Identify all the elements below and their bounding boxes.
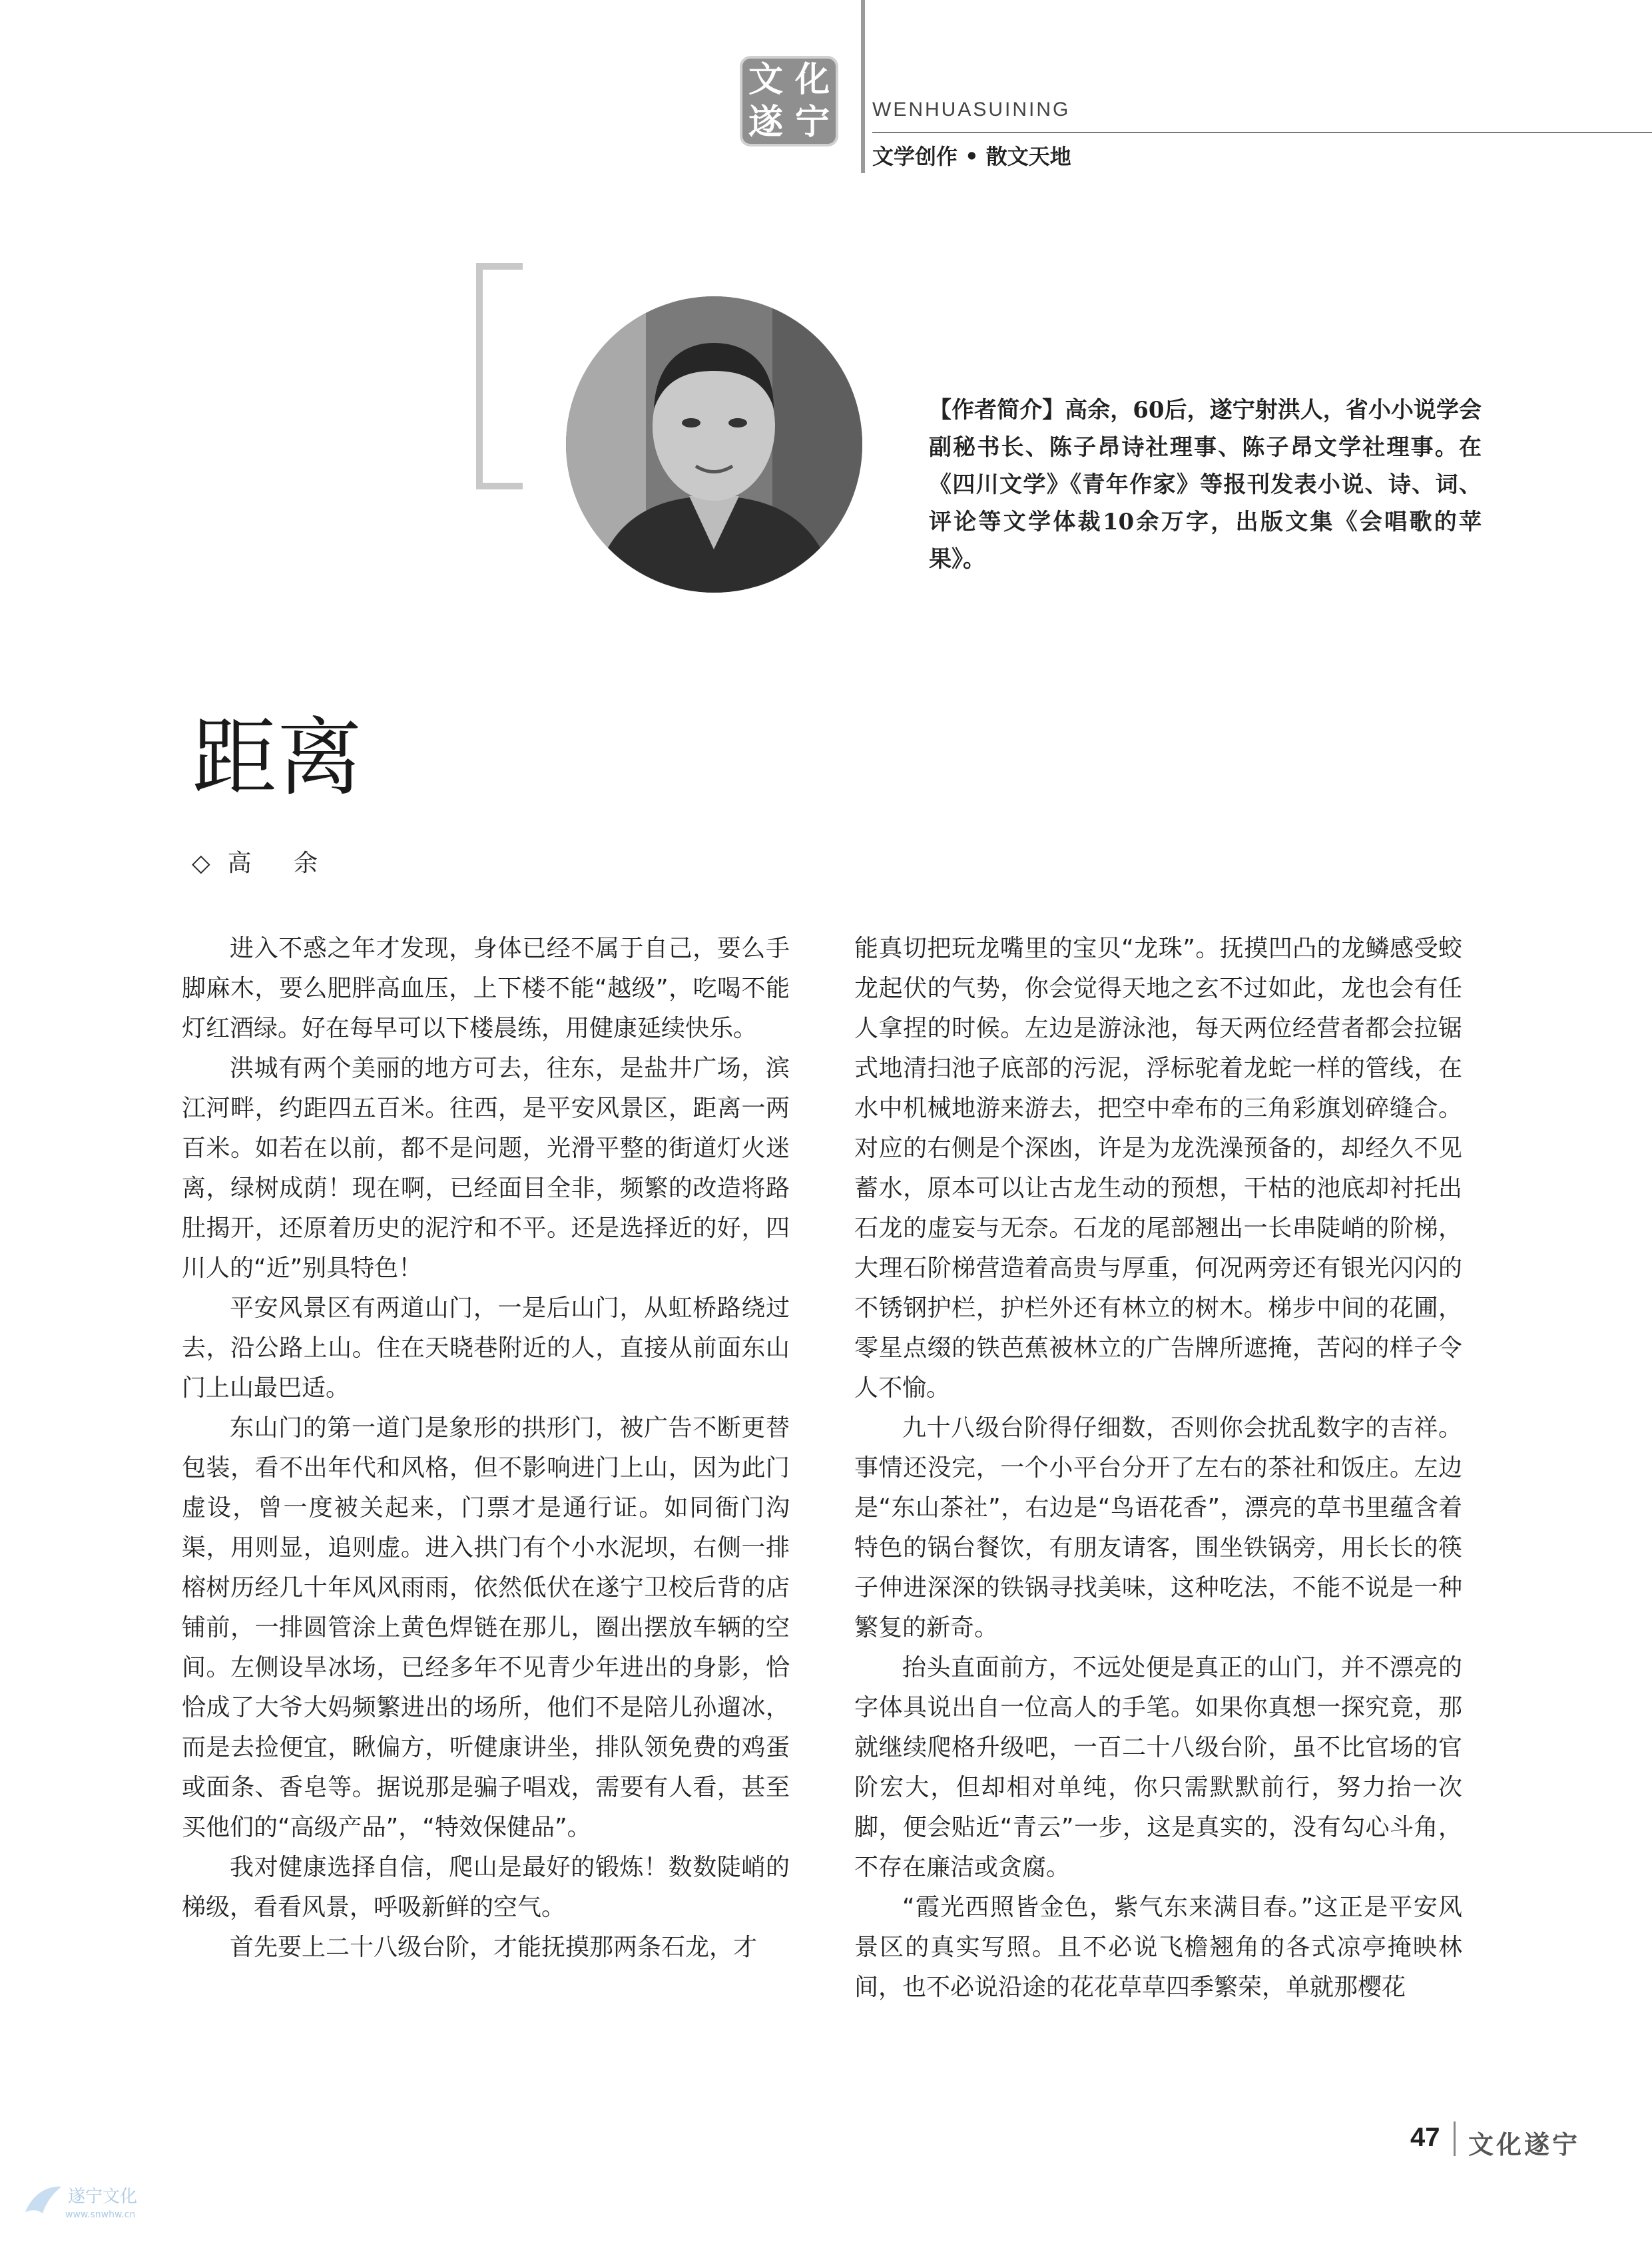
watermark-url: www.snwhw.cn bbox=[65, 2209, 136, 2220]
paragraph: 抬头直面前方，不远处便是真正的山门，并不漂亮的字体具说出自一位高人的手笔。如果你真想一探究竟，那就继续爬格升级吧，一百二十八级台阶，虽不比官场的官阶宏大，但却相对单纯，你只需默默前行，努力抬一次脚，便会贴近“青云”一步，这是真实的，没有勾心斗角，不存在廉洁或贪腐。 bbox=[854, 1654, 1462, 1881]
logo-char: 宁 bbox=[794, 102, 830, 142]
header-rule bbox=[872, 132, 1652, 133]
article-byline: ◇高 余 bbox=[192, 850, 336, 877]
body-column-left bbox=[182, 929, 790, 1968]
logo-char: 化 bbox=[794, 59, 830, 100]
paragraph: 我对健康选择自信，爬山是最好的锻炼！数数陡峭的梯级，看看风景，呼吸新鲜的空气。 bbox=[182, 1854, 790, 1921]
footer-brand: 文化遂宁 bbox=[1468, 2129, 1581, 2159]
site-watermark bbox=[20, 2179, 186, 2232]
paragraph: 平安风景区有两道山门，一是后山门，从虹桥路绕过去，沿公路上山。住在天晓巷附近的人，直接从前面东山门上山最巴适。 bbox=[182, 1294, 790, 1402]
magazine-logo bbox=[742, 59, 836, 144]
author-photo-illustration bbox=[566, 296, 862, 593]
page-number: 47 bbox=[1410, 2123, 1440, 2152]
article-title: 距离 bbox=[192, 708, 363, 808]
footer-divider bbox=[1454, 2121, 1456, 2156]
paragraph: 九十八级台阶得仔细数，否则你会扰乱数字的吉祥。事情还没完，一个小平台分开了左右的茶社和饭庄。左边是“东山茶社”，右边是“鸟语花香”，漂亮的草书里蕴含着特色的锅台餐饮，有朋友请客，围坐铁锅旁，用长长的筷子伸进深深的铁锅寻找美味，这种吃法，不能不说是一种繁复的新奇。 bbox=[854, 1414, 1462, 1641]
wing-icon bbox=[20, 2179, 67, 2225]
body-column-right bbox=[854, 929, 1462, 2008]
paragraph: 进入不惑之年才发现，身体已经不属于自己，要么手脚麻木，要么肥胖高血压，上下楼不能“越级”，吃喝不能灯红酒绿。好在每早可以下楼晨练，用健康延续快乐。 bbox=[182, 935, 790, 1042]
paragraph: 洪城有两个美丽的地方可去，往东，是盐井广场，滨江河畔，约距四五百米。往西，是平安风景区，距离一两百米。如若在以前，都不是问题，光滑平整的街道灯火迷离，绿树成荫！现在啊，已经面目全非，频繁的改造将路肚揭开，还原着历史的泥泞和不平。还是选择近的好，四川人的“近”别具特色！ bbox=[182, 1055, 790, 1282]
logo-char: 遂 bbox=[748, 102, 783, 142]
paragraph: 首先要上二十八级台阶，才能抚摸那两条石龙，才 bbox=[230, 1934, 758, 1961]
logo-char: 文 bbox=[748, 59, 783, 100]
watermark-text: 遂宁文化 bbox=[68, 2187, 138, 2207]
author-portrait bbox=[566, 296, 862, 593]
header-divider bbox=[861, 0, 865, 173]
paragraph-continued: 能真切把玩龙嘴里的宝贝“龙珠”。抚摸凹凸的龙鳞感受蛟龙起伏的气势，你会觉得天地之玄不过如此，龙也会有任人拿捏的时候。左边是游泳池，每天两位经营者都会拉锯式地清扫池子底部的污泥，浮标驼着龙蛇一样的管线，在水中机械地游来游去，把空中牵布的三角彩旗划碎缝合。对应的右侧是个深凼，许是为龙洗澡预备的，却经久不见蓄水，原本可以让古龙生动的预想，干枯的池底却衬托出石龙的虚妄与无奈。石龙的尾部翘出一长串陡峭的阶梯，大理石阶梯营造着高贵与厚重，何况两旁还有银光闪闪的不锈钢护栏，护栏外还有林立的树木。梯步中间的花圃，零星点缀的铁芭蕉被林立的广告牌所遮掩，苦闷的样子令人不愉。 bbox=[854, 935, 1462, 1402]
decorative-bracket bbox=[476, 263, 523, 489]
magazine-pinyin: WENHUASUINING bbox=[872, 99, 1071, 121]
paragraph: 东山门的第一道门是象形的拱形门，被广告不断更替包装，看不出年代和风格，但不影响进门上山，因为此门虚设，曾一度被关起来，门票才是通行证。如同衙门沟渠，用则显，追则虚。进入拱门有个小水泥坝，右侧一排榕树历经几十年风风雨雨，依然低伏在遂宁卫校后背的店铺前，一排圆管涂上黄色焊链在那儿，圈出摆放车辆的空间。左侧设旱冰场，已经多年不见青少年进出的身影，恰恰成了大爷大妈频繁进出的场所，他们不是陪儿孙遛冰，而是去捡便宜，瞅偏方，听健康讲坐，排队领免费的鸡蛋或面条、香皂等。据说那是骗子唱戏，需要有人看，甚至买他们的“高级产品”，“特效保健品”。 bbox=[182, 1414, 790, 1841]
column-name: 文学创作 • 散文天地 bbox=[872, 144, 1071, 169]
paragraph: “霞光西照皆金色，紫气东来满目春。”这正是平安风景区的真实写照。且不必说飞檐翘角的各式凉亭掩映林间，也不必说沿途的花花草草四季繁荣，单就那樱花 bbox=[854, 1894, 1462, 2001]
author-bio: 【作者简介】高余，60后，遂宁射洪人，省小小说学会副秘书长、陈子昂诗社理事、陈子昂文学社理事。在《四川文学》《青年作家》等报刊发表小说、诗、词、评论等文学体裁10余万字，出版文集《会唱歌的苹果》。 bbox=[929, 397, 1482, 573]
